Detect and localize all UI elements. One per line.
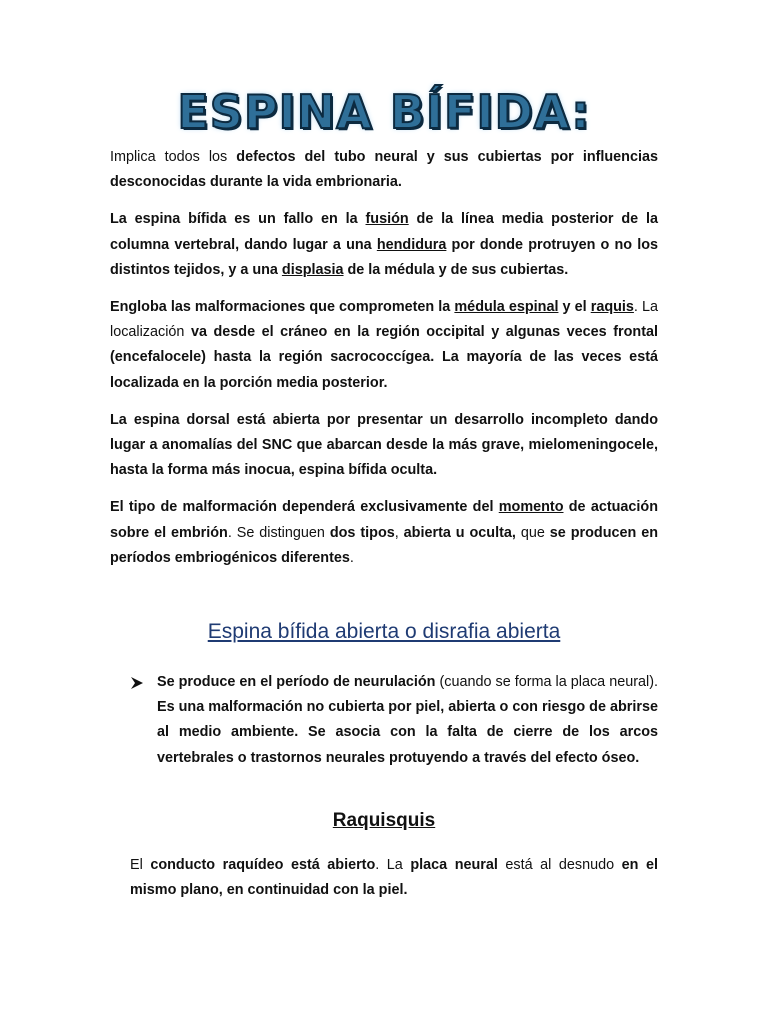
underlined-term: raquis bbox=[590, 299, 634, 316]
underlined-term: displasia bbox=[281, 261, 344, 278]
text-run-bold: va desde el cráneo en la región occipital y algunas veces frontal (encefalocele) hasta la región sacrococcígea. La mayoría de las veces está localizada en la porción media posterior. bbox=[110, 324, 658, 391]
text-run: (cuando se forma la placa neural). bbox=[435, 674, 658, 690]
page-title: ESPINA BÍFIDA: bbox=[177, 85, 591, 139]
text-run-bold: Se produce en el período de neurulación bbox=[157, 674, 436, 690]
paragraph-3 bbox=[110, 295, 658, 396]
paragraph-2 bbox=[110, 207, 658, 283]
underlined-term: médula espinal bbox=[454, 299, 559, 316]
text-run-bold: La espina dorsal está abierta por presentar un desarrollo incompleto dando lugar a anomalías del SNC que abarcan desde la más grave, mielomeningocele, hasta la forma más inocua, espina bífida oculta. bbox=[110, 411, 658, 479]
text-run-bold: de la médula y de sus cubiertas. bbox=[343, 261, 569, 278]
text-run-bold: de la línea media posterior de la columna vertebral, dando lugar a una bbox=[110, 211, 658, 253]
section-heading-raquisquis: Raquisquis bbox=[332, 810, 436, 831]
underlined-term: momento bbox=[498, 499, 564, 516]
text-run-bold: La espina bífida es un fallo en la bbox=[110, 211, 366, 228]
underlined-term: hendidura bbox=[376, 236, 447, 253]
text-run-bold: dos tipos bbox=[329, 524, 395, 541]
text-run-bold: se producen en períodos embriogénicos diferentes bbox=[110, 524, 659, 566]
arrowhead-bullet-icon bbox=[130, 676, 144, 690]
underlined-term: fusión bbox=[365, 211, 409, 228]
text-run: Implica todos los bbox=[110, 149, 237, 165]
text-run-bold: conducto raquídeo está abierto bbox=[150, 857, 376, 873]
text-run: El bbox=[130, 857, 151, 873]
text-run-bold: El tipo de malformación dependerá exclusivamente del bbox=[110, 499, 499, 516]
paragraph-5 bbox=[110, 495, 658, 571]
text-run: que bbox=[515, 524, 550, 541]
paragraph-1 bbox=[110, 145, 658, 195]
text-run-bold: y el bbox=[558, 299, 591, 316]
text-run-bold: placa neural bbox=[410, 857, 498, 873]
bullet-text bbox=[157, 670, 658, 771]
text-run-bold: por donde protruyen o no los distintos tejidos, y a una bbox=[110, 236, 658, 278]
text-run-bold: Engloba las malformaciones que comprometen la bbox=[110, 299, 455, 316]
text-run: está al desnudo bbox=[497, 857, 622, 873]
intro-body bbox=[110, 145, 658, 583]
text-run: . La bbox=[375, 857, 411, 873]
text-run-bold: defectos del tubo neural y sus cubiertas por influencias desconocidas durante la vida embrionaria. bbox=[110, 149, 658, 191]
text-run-bold: Es una malformación no cubierta por piel, abierta o con riesgo de abrirse al medio ambiente. Se asocia con la falta de cierre de los arcos vertebrales o trastornos neurales protuyendo a través del efecto óseo. bbox=[157, 699, 658, 766]
text-run: , bbox=[394, 524, 404, 541]
paragraph-6 bbox=[130, 853, 658, 903]
paragraph-4 bbox=[110, 408, 658, 484]
text-run-bold: en el mismo plano, en continuidad con la piel. bbox=[130, 857, 659, 899]
raquisquis-body bbox=[130, 853, 658, 915]
text-run: . La localización bbox=[110, 299, 658, 341]
text-run: . Se distinguen bbox=[227, 524, 330, 541]
bullet-item bbox=[130, 670, 658, 783]
text-run-bold: de actuación sobre el embrión bbox=[110, 499, 658, 541]
text-run-bold: abierta u oculta, bbox=[403, 524, 516, 541]
text-run: . bbox=[349, 549, 354, 566]
section-heading-open-spina-bifida: Espina bífida abierta o disrafia abierta bbox=[207, 620, 561, 643]
